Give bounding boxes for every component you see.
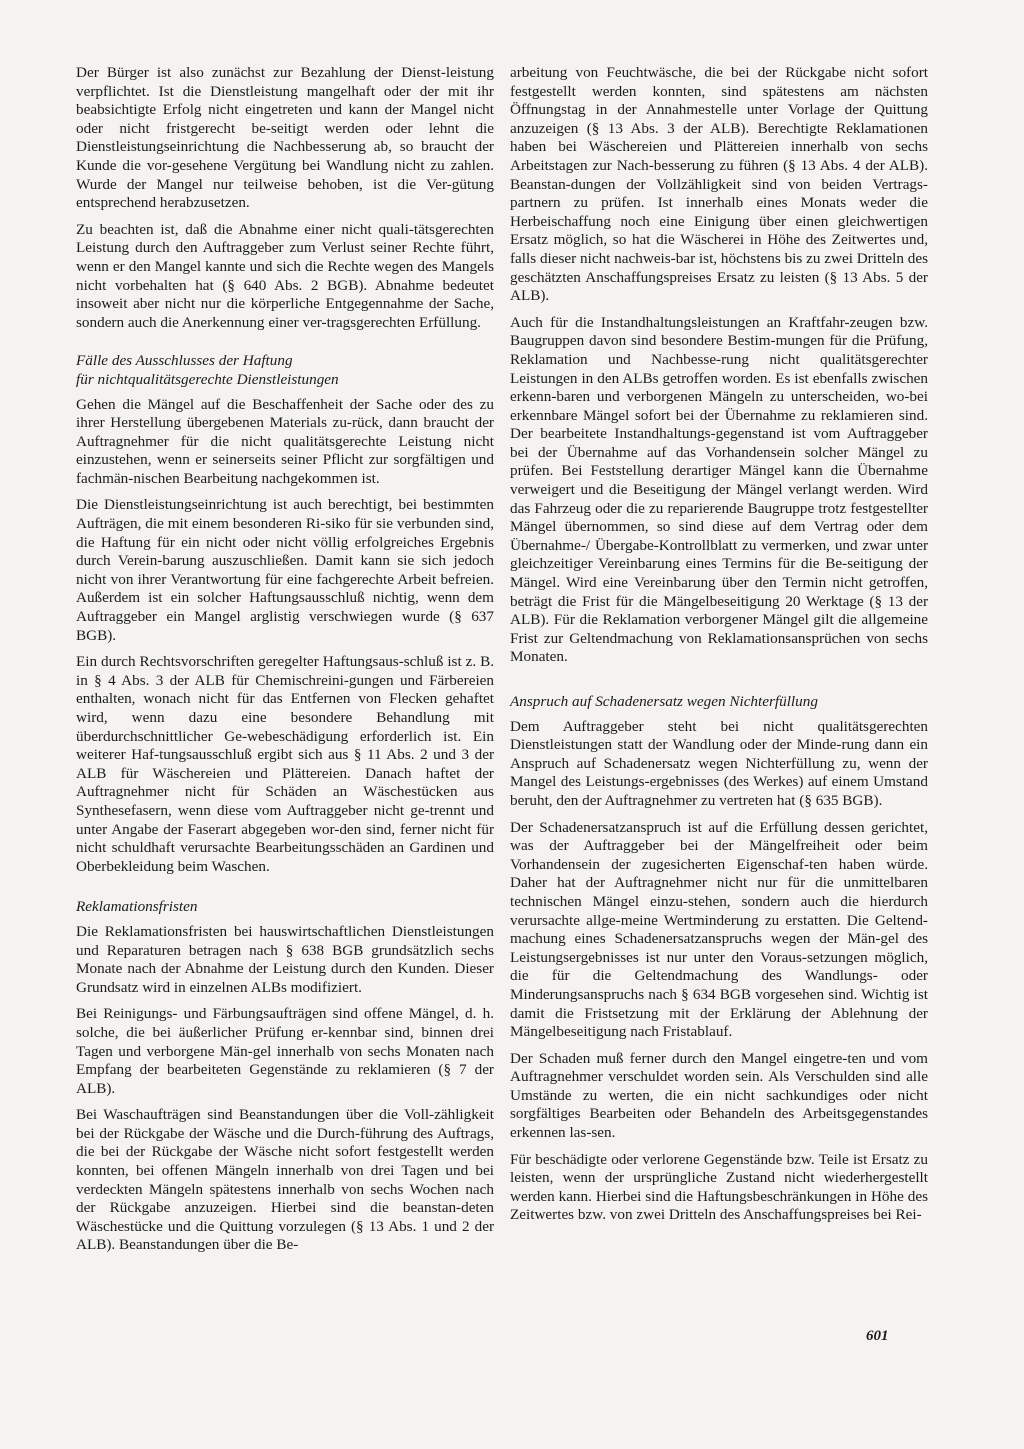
heading-line: für nichtqualitätsgerechte Dienstleistungen xyxy=(76,370,339,388)
paragraph: Für beschädigte oder verlorene Gegenstände bzw. Teile ist Ersatz zu leisten, wenn der ursprüngliche Zustand nicht wiederhergestellt werden kann. Hierbei sind die Haftungsbeschränkungen in Höhe des Zeitwertes bzw. von zwei Dritteln des Anschaffungspreises bei Rei- xyxy=(510,1150,928,1224)
paragraph: arbeitung von Feuchtwäsche, die bei der Rückgabe nicht sofort festgestellt werden konnten, sind spätestens am nächsten Öffnungstag in der Annahmestelle unter Vorlage der Quittung anzuzeigen (§ 13 Abs. 3 der ALB). Berechtigte Reklamationen haben bei Wäschereien und Plättereien innerhalb von sechs Arbeitstagen zur Nach-besserung zu führen (§ 13 Abs. 4 der ALB). Beanstan-dungen der Vollzähligkeit sind von beiden Vertrags-partnern zu prüfen. Ist innerhalb eines Monats weder die Herbeischaffung noch eine Einigung über einen gleichwertigen Ersatz möglich, so hat die Wäscherei in Höhe des Zeitwertes und, falls dieser nicht nachweis-bar ist, höchstens bis zu zwei Dritteln des geschätzten Anschaffungspreises Ersatz zu leisten (§ 13 Abs. 5 der ALB). xyxy=(510,64,928,305)
paragraph: Die Reklamationsfristen bei hauswirtschaftlichen Dienstleistungen und Reparaturen betragen nach § 638 BGB grundsätzlich sechs Monate nach der Abnahme der Leistung durch den Kunden. Dieser Grundsatz wird in einzelnen ALBs modifiziert. xyxy=(76,922,494,996)
paragraph: Dem Auftraggeber steht bei nicht qualitätsgerechten Dienstleistungen statt der Wandlung oder der Minde-rung dann ein Anspruch auf Schadenersatz wegen Nichterfüllung zu, wenn der Mangel des Leistungs-ergebnisses (des Werkes) auf einem Umstand beruht, den der Auftragnehmer zu vertreten hat (§ 635 BGB). xyxy=(510,717,928,809)
heading-line: Fälle des Ausschlusses der Haftung xyxy=(76,352,293,370)
paragraph: Bei Waschaufträgen sind Beanstandungen über die Voll-zähligkeit bei der Rückgabe der Wäsche und die Durch-führung des Auftrags, die bei der Rückgabe der Wäsche nicht sofort festgestellt werden konnten, bei offenen Mängeln innerhalb von drei Tagen und bei verdeckten Mängeln spätestens innerhalb von sechs Wochen nach der Rückgabe anzuzeigen. Hierbei sind die beanstan-deten Wäschestücke und die Quittung vorzulegen (§ 13 Abs. 1 und 2 der ALB). Beanstandungen über die Be- xyxy=(76,1106,494,1254)
paragraph: Der Bürger ist also zunächst zur Bezahlung der Dienst-leistung verpflichtet. Ist die Dienstleistung mangelhaft oder der mit ihr beabsichtigte Erfolg nicht eingetreten und kann der Mangel nicht oder nicht fristgerecht be-seitigt werden oder lehnt die Dienstleistungseinrichtung die Nachbesserung ab, so braucht der Kunde die vor-gesehene Vergütung bei Wandlung nicht zu zahlen. Wurde der Mangel nur teilweise behoben, ist die Ver-gütung entsprechend herabzusetzen. xyxy=(76,64,494,212)
paragraph: Bei Reinigungs- und Färbungsaufträgen sind offene Mängel, d. h. solche, die bei äußerlicher Prüfung er-kennbar sind, binnen drei Tagen und verborgene Män-gel innerhalb von sechs Monaten nach Empfang der bearbeiteten Gegenstände zu reklamieren (§ 7 der ALB). xyxy=(76,1005,494,1097)
left-column xyxy=(76,64,494,1263)
section-heading: Anspruch auf Schadenersatz wegen Nichterfüllung xyxy=(510,693,818,710)
paragraph: Gehen die Mängel auf die Beschaffenheit der Sache oder des zu ihrer Herstellung übergebenen Materials zu-rück, dann braucht der Auftragnehmer für die nicht qualitätsgerechte Leistung nicht einzustehen, wenn er seinerseits seiner Pflicht zur sorgfältigen und fachmän-nischen Bearbeitung nachgekommen ist. xyxy=(76,395,494,487)
section-heading xyxy=(76,352,494,389)
paragraph: Der Schadenersatzanspruch ist auf die Erfüllung dessen gerichtet, was der Auftraggeber bei der Mängelfreiheit oder beim Vorhandensein der zugesicherten Eigenschaf-ten haben würde. Daher hat der Auftragnehmer nicht nur für die unmittelbaren technischen Mängel einzu-stehen, sondern auch die hierdurch verursachte allge-meine Wertminderung zu erstatten. Die Geltend-machung eines Schadenersatzanspruchs wegen der Män-gel des Leistungsergebnisses ist nur unter den Voraus-setzungen möglich, die für die Geltendmachung des Wandlungs- oder Minderungsanspruchs nach § 634 BGB vorgesehen sind. Wichtig ist damit die Fristsetzung mit der Erklärung der Ablehnung der Mängelbeseitigung nach Fristablauf. xyxy=(510,818,928,1041)
right-column xyxy=(510,64,928,1233)
paragraph: Ein durch Rechtsvorschriften geregelter Haftungsaus-schluß ist z. B. in § 4 Abs. 3 der ALB für Chemischreini-gungen und Färbereien enthalten, wonach nicht für das Entfernen von Flecken gehaftet wird, wenn dazu eine besondere Behandlung mit überdurchschnittlicher Ge-webeschädigung erforderlich ist. Ein weiterer Haf-tungsausschluß ergibt sich aus § 11 Abs. 2 und 3 der ALB für Wäschereien und Plättereien. Danach haftet der Auftragnehmer nicht für Schäden an Wäschestücken aus Synthesefasern, wenn diese vom Auftraggeber nicht ge-trennt und unter Angabe der Faserart abgegeben wor-den sind, ferner nicht für nicht schuldhaft verursachte Bearbeitungsschäden an Gardinen und Oberbekleidung beim Waschen. xyxy=(76,653,494,875)
paragraph: Auch für die Instandhaltungsleistungen an Kraftfahr-zeugen bzw. Baugruppen davon sind besondere Bestim-mungen für die Prüfung, Reklamation und Nachbesse-rung nicht qualitätsgerechter Leistungen in den ALBs getroffen worden. Es ist ebenfalls zwischen erkenn-baren und verborgenen Mängeln zu unterscheiden, wo-bei erkennbare Mängel sofort bei der Übernahme zu reklamieren sind. Der bearbeitete Instandhaltungs-gegenstand ist vom Auftraggeber bei der Übernahme auf das Vorhandensein solcher Mängel zu prüfen. Bei Feststellung derartiger Mängel kann die Übernahme verweigert und die Beseitigung der Mängel verlangt werden. Wird das Fahrzeug oder die zu reparierende Baugruppe trotz festgestellter Mängel übernommen, so sind diese auf dem Vertrag oder dem Übernahme-/ Übergabe-Kontrollblatt zu vermerken, und zwar unter gleichzeitiger Vereinbarung eines Termins für die Be-seitigung der Mängel. Wird eine Vereinbarung über den Termin nicht getroffen, beträgt die Frist für die Mängelbeseitigung 20 Werktage (§ 13 der ALB). Für die Reklamation verborgener Mängel gilt die allgemeine Frist zur Geltendmachung von Reklamationsansprüchen von sechs Monaten. xyxy=(510,313,928,666)
page-number: 601 xyxy=(866,1328,889,1344)
paragraph: Der Schaden muß ferner durch den Mangel eingetre-ten und vom Auftragnehmer verschuldet worden sein. Als Verschulden sind alle Umstände zu werten, die ein nicht sachkundiges oder nicht sorgfältiges Bearbeiten oder Behandeln des Arbeitsgegenstandes erkennen las-sen. xyxy=(510,1049,928,1142)
paragraph: Zu beachten ist, daß die Abnahme einer nicht quali-tätsgerechten Leistung durch den Auftraggeber zum Verlust seiner Rechte führt, wenn er den Mangel kannte und sich die Rechte wegen des Mangels nicht vorbehalten hat (§ 640 Abs. 2 BGB). Abnahme bedeutet insoweit aber nicht nur die körperliche Entgegennahme der Sache, sondern auch die Anerkennung einer ver-tragsgerechten Erfüllung. xyxy=(76,220,494,331)
paragraph: Die Dienstleistungseinrichtung ist auch berechtigt, bei bestimmten Aufträgen, die mit einem besonderen Ri-siko für sie verbunden sind, die Haftung für ein nicht oder nicht völlig erfolgreiches Ergebnis durch Verein-barung auszuschließen. Damit kann sie sich jedoch nicht von ihrer Verantwortung für eine fachgerechte Arbeit befreien. Außerdem ist ein solcher Haftungsausschluß nichtig, wenn dem Auftraggeber ein Mangel arglistig verschwiegen wurde (§ 637 BGB). xyxy=(76,496,494,644)
section-heading: Reklamationsfristen xyxy=(76,898,198,916)
